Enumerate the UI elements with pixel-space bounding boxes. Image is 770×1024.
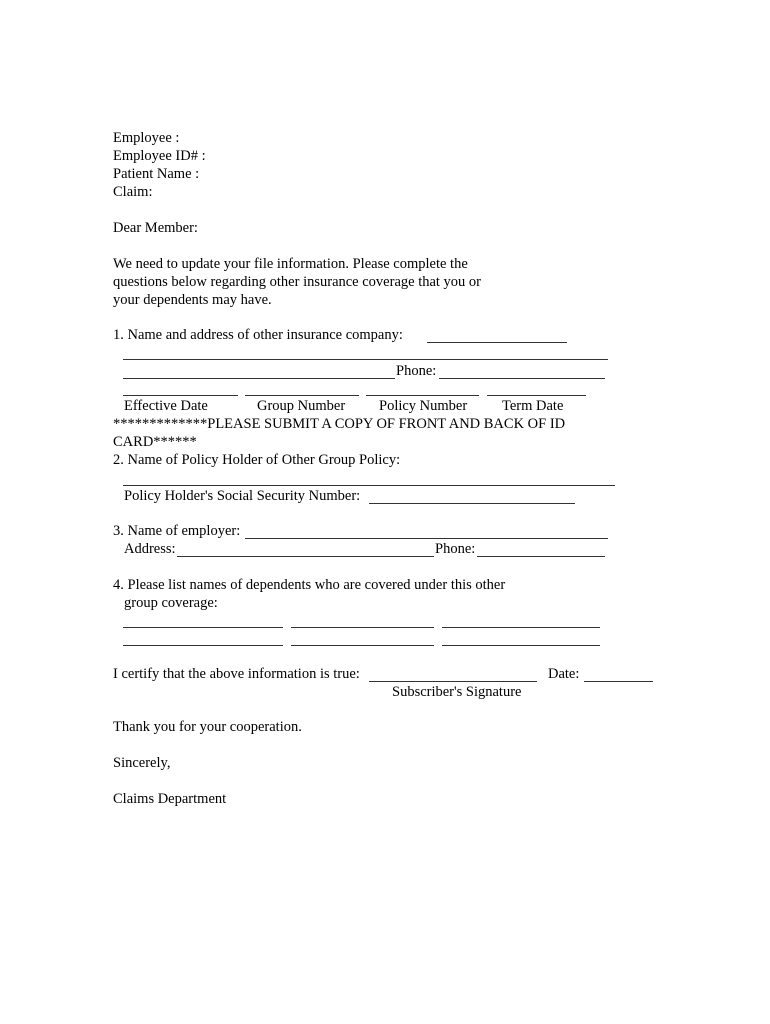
effective-date-field[interactable] [123,378,238,396]
dependent-name-field-3[interactable] [442,610,600,628]
employee-label: Employee : [113,130,180,146]
id-card-notice-line-1: *************PLEASE SUBMIT A COPY OF FRONT AND BACK OF ID [113,416,566,432]
insurance-company-name-field[interactable] [427,325,567,343]
employer-address-field[interactable] [177,539,434,557]
policy-holder-name-field[interactable] [123,468,615,486]
q3-label: 3. Name of employer: [113,523,241,539]
insurance-company-address-field[interactable] [123,342,608,360]
policy-number-field[interactable] [366,378,479,396]
id-card-notice-line-2: CARD****** [113,434,197,450]
q4-label-line-2: group coverage: [124,595,218,611]
intro-line-2: questions below regarding other insurance coverage that you or [113,274,482,290]
insurance-company-address-field-2[interactable] [123,361,395,379]
signature-date-field[interactable] [584,664,653,682]
q3-phone-label: Phone: [435,541,476,557]
intro-line-1: We need to update your file information. Please complete the [113,256,468,272]
thank-you-text: Thank you for your cooperation. [113,719,302,735]
col-effective-date: Effective Date [124,398,208,414]
sincerely-text: Sincerely, [113,755,171,771]
policy-holder-ssn-field[interactable] [369,486,575,504]
employer-phone-field[interactable] [477,539,605,557]
q4-label-line-1: 4. Please list names of dependents who are covered under this other [113,577,506,593]
ssn-label: Policy Holder's Social Security Number: [124,488,361,504]
q1-label: 1. Name and address of other insurance company: [113,327,403,343]
dependent-name-field-6[interactable] [442,628,600,646]
intro-line-3: your dependents may have. [113,292,272,308]
date-label: Date: [548,666,580,682]
dependent-name-field-2[interactable] [291,610,434,628]
subscriber-signature-field[interactable] [369,664,537,682]
col-policy-number: Policy Number [379,398,468,414]
term-date-field[interactable] [487,378,586,396]
col-group-number: Group Number [257,398,346,414]
claim-label: Claim: [113,184,153,200]
insurance-company-phone-field[interactable] [439,361,605,379]
employee-id-label: Employee ID# : [113,148,206,164]
employer-name-field[interactable] [245,521,608,539]
dependent-name-field-5[interactable] [291,628,434,646]
q2-label: 2. Name of Policy Holder of Other Group Policy: [113,452,401,468]
signature-caption: Subscriber's Signature [392,684,522,700]
q1-phone-label: Phone: [396,363,437,379]
dependent-name-field-4[interactable] [123,628,283,646]
group-number-field[interactable] [245,378,359,396]
claims-department-text: Claims Department [113,791,227,807]
col-term-date: Term Date [502,398,564,414]
salutation: Dear Member: [113,220,198,236]
dependent-name-field-1[interactable] [123,610,283,628]
patient-name-label: Patient Name : [113,166,200,182]
certify-label: I certify that the above information is true: [113,666,360,682]
q3-address-label: Address: [124,541,176,557]
